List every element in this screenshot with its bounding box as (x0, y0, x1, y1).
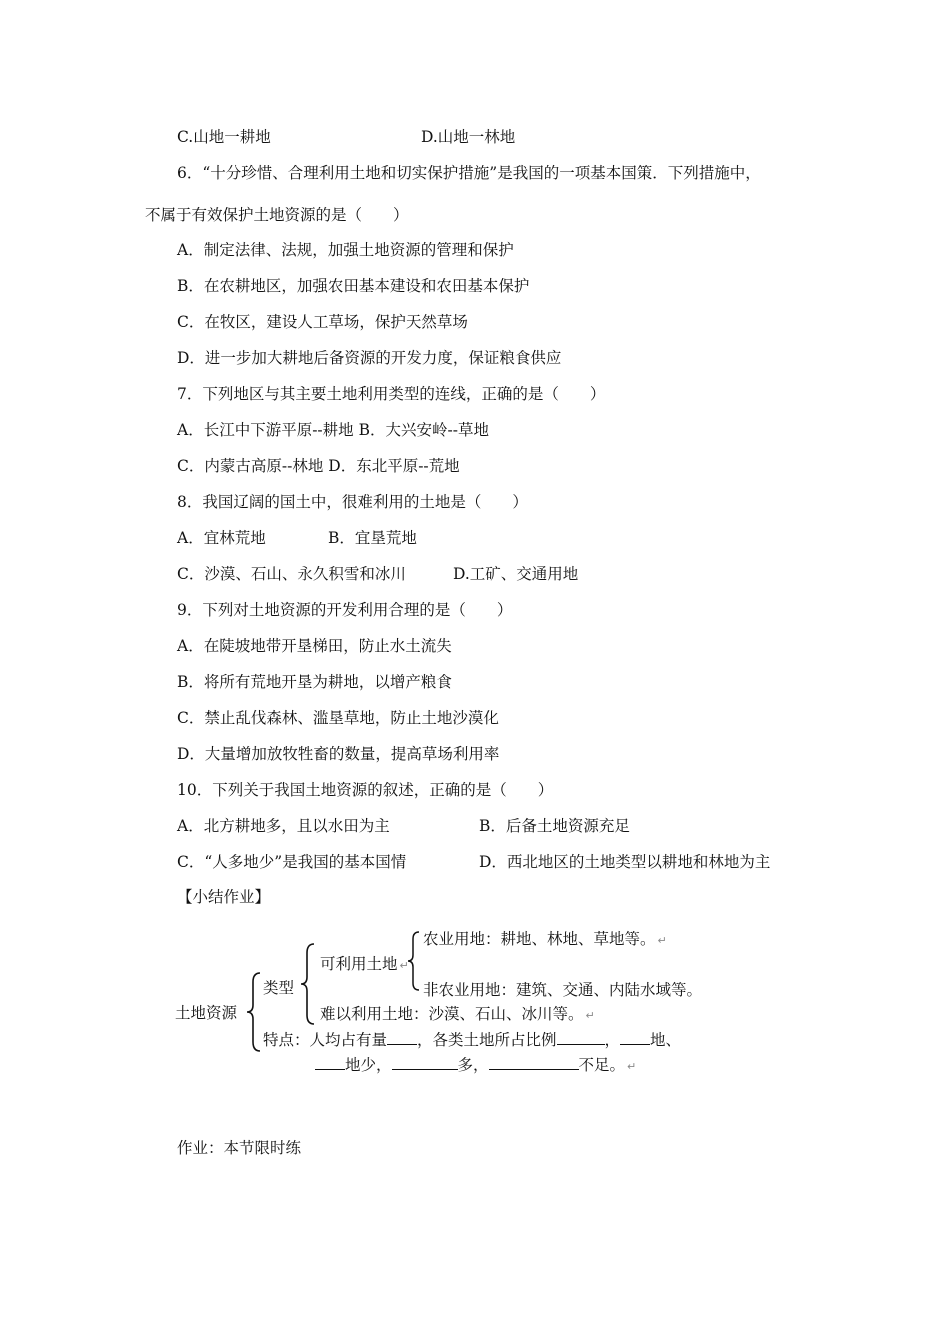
q10-option-d: D．西北地区的土地类型以耕地和林地为主 (479, 853, 771, 871)
blank-land-more[interactable] (620, 1030, 650, 1045)
summary-root: 土地资源 (175, 1004, 238, 1022)
q6-stem-line1: 6．“十分珍惜、合理利用土地和切实保护措施”是我国的一项基本国策．下列措施中， (177, 164, 761, 182)
summary-nonagri: 非农业用地：建筑、交通、内陆水域等。 (423, 981, 703, 999)
q8-option-c: C．沙漠、石山、永久积雪和冰川 (177, 565, 406, 583)
q10-option-b: B．后备土地资源充足 (479, 817, 630, 835)
q5-option-c: C.山地一耕地 (177, 128, 271, 146)
q8-stem: 8．我国辽阔的国土中，很难利用的土地是（ ） (177, 493, 528, 511)
q8-option-d: D.工矿、交通用地 (453, 565, 579, 583)
q10-stem: 10．下列关于我国土地资源的叙述，正确的是（ ） (177, 781, 554, 799)
q9-option-c: C．禁止乱伐森林、滥垦草地，防止土地沙漠化 (177, 709, 499, 727)
return-mark-icon: ↵ (627, 1060, 637, 1073)
q7-options-cd: C．内蒙古高原--林地 D．东北平原--荒地 (177, 457, 460, 475)
q6-option-b: B．在农耕地区，加强农田基本建设和农田基本保护 (177, 277, 530, 295)
q7-options-ab: A．长江中下游平原--耕地 B．大兴安岭--草地 (177, 421, 489, 439)
return-mark-icon: ↵ (399, 959, 409, 972)
q9-option-d: D．大量增加放牧牲畜的数量，提高草场利用率 (177, 745, 500, 763)
summary-usable: 可利用土地 ↵ (320, 955, 409, 973)
summary-feature-line1: 特点：人均占有量 ，各类土地所占比例 ， 地、 (263, 1031, 682, 1049)
blank-proportion[interactable] (557, 1030, 605, 1045)
q10-option-c: C．“人多地少”是我国的基本国情 (177, 853, 407, 871)
q6-option-c: C．在牧区，建设人工草场，保护天然草场 (177, 313, 468, 331)
blank-per-capita[interactable] (387, 1030, 417, 1045)
return-mark-icon: ↵ (657, 934, 667, 947)
q9-option-a: A．在陡坡地带开垦梯田，防止水土流失 (177, 637, 452, 655)
q7-stem: 7．下列地区与其主要土地利用类型的连线，正确的是（ ） (177, 385, 606, 403)
blank-land-less[interactable] (315, 1055, 345, 1070)
type-brace (300, 943, 316, 1025)
return-mark-icon: ↵ (585, 1009, 595, 1022)
q6-option-d: D．进一步加大耕地后备资源的开发力度，保证粮食供应 (177, 349, 562, 367)
blank-more[interactable] (392, 1055, 458, 1070)
summary-feature-line2: 地少， 多， 不足。 ↵ (315, 1055, 636, 1077)
q6-stem-line2: 不属于有效保护土地资源的是（ ） (145, 206, 409, 224)
summary-agri: 农业用地：耕地、林地、草地等。 ↵ (423, 930, 667, 948)
summary-type-label: 类型 (263, 979, 295, 997)
q5-option-d: D.山地一林地 (421, 128, 516, 146)
summary-unusable: 难以利用土地：沙漠、石山、冰川等。 ↵ (320, 1005, 595, 1023)
homework-line: 作业：本节限时练 (177, 1139, 302, 1157)
outer-brace (246, 972, 262, 1052)
summary-heading: 【小结作业】 (177, 888, 271, 906)
q9-stem: 9．下列对土地资源的开发利用合理的是（ ） (177, 601, 513, 619)
q9-option-b: B．将所有荒地开垦为耕地，以增产粮食 (177, 673, 452, 691)
blank-insufficient[interactable] (489, 1055, 579, 1070)
usable-brace (407, 931, 421, 991)
q10-option-a: A．北方耕地多，且以水田为主 (177, 817, 390, 835)
q6-option-a: A．制定法律、法规，加强土地资源的管理和保护 (177, 241, 514, 259)
q8-option-a: A．宜林荒地 (177, 529, 266, 547)
q8-option-b: B．宜垦荒地 (328, 529, 417, 547)
